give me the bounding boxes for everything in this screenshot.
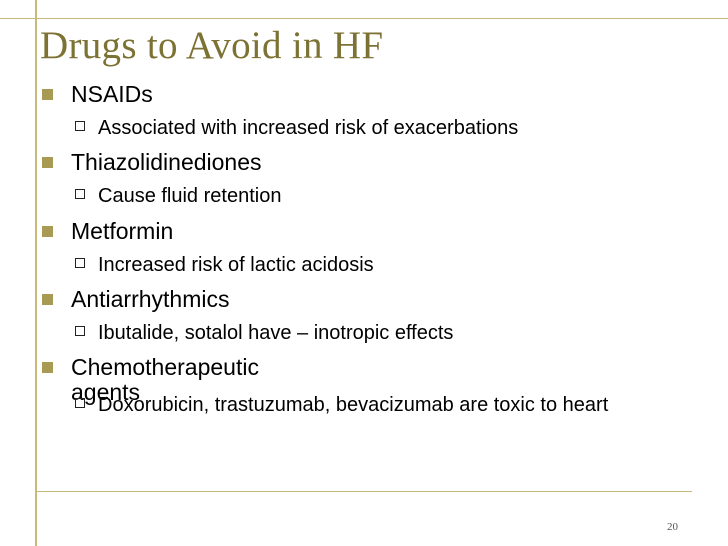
hollow-square-bullet-icon: [75, 189, 85, 199]
sub-bullet-item: [75, 184, 658, 208]
hollow-square-bullet-icon: [75, 326, 85, 336]
sub-bullet-item: [75, 116, 658, 140]
square-bullet-icon: [42, 294, 53, 305]
hollow-square-bullet-icon: [75, 121, 85, 131]
sub-bullet-text: Cause fluid retention: [98, 185, 282, 207]
bottom-horizontal-rule: [36, 491, 692, 492]
hollow-square-bullet-icon: [75, 398, 85, 408]
bullet-text: Chemotherapeutic agents: [71, 354, 259, 406]
bullet-item: [42, 219, 173, 244]
sub-bullet-item: [75, 253, 658, 277]
square-bullet-icon: [42, 226, 53, 237]
bullet-text: Metformin: [71, 218, 174, 244]
slide-number: 20: [667, 521, 678, 533]
bullet-text: Antiarrhythmics: [71, 286, 230, 312]
sub-bullet-text: Ibutalide, sotalol have – inotropic effects: [98, 322, 454, 344]
bullet-text: NSAIDs: [71, 81, 153, 107]
slide-title: Drugs to Avoid in HF: [40, 24, 384, 67]
sub-bullet-text: Doxorubicin, trastuzumab, bevacizumab are toxic to heart: [98, 394, 609, 416]
left-vertical-rule: [35, 0, 37, 546]
square-bullet-icon: [42, 362, 53, 373]
sub-bullet-text: Increased risk of lactic acidosis: [98, 254, 374, 276]
bullet-item: [42, 82, 153, 107]
bullet-item: [42, 287, 229, 312]
sub-bullet-item: [75, 393, 658, 417]
bullet-text: Thiazolidinediones: [71, 149, 262, 175]
hollow-square-bullet-icon: [75, 258, 85, 268]
bullet-item: [42, 150, 262, 175]
sub-bullet-item: [75, 321, 658, 345]
top-horizontal-rule: [0, 18, 728, 19]
sub-bullet-text: Associated with increased risk of exacerbations: [98, 117, 519, 139]
square-bullet-icon: [42, 157, 53, 168]
square-bullet-icon: [42, 89, 53, 100]
